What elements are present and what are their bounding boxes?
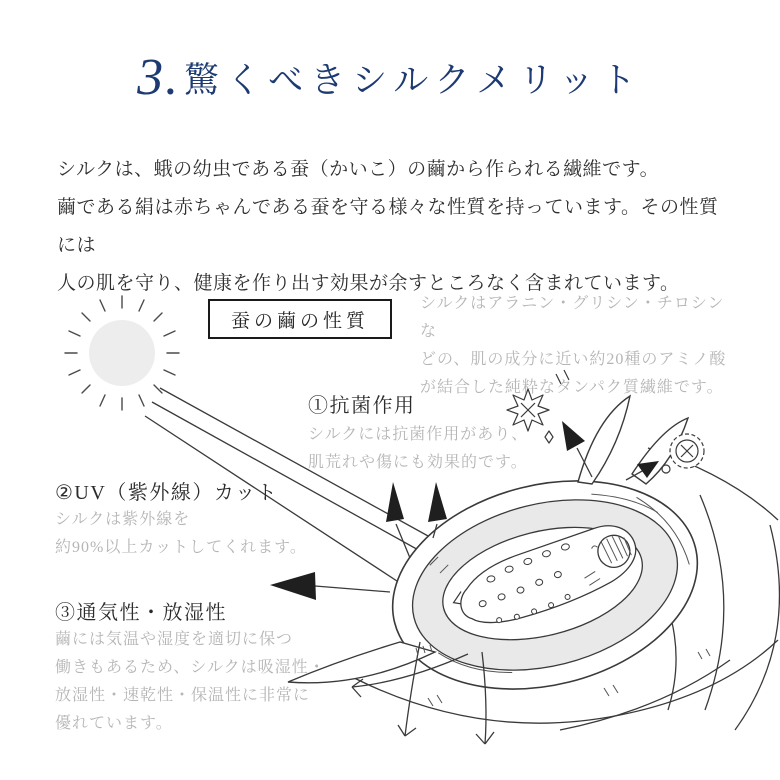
page-title-text: 驚くべきシルクメリット [184,61,643,100]
cocoon-property-label-box [208,299,392,339]
intro-line: シルクは、蛾の幼虫である蚕（かいこ）の繭から作られる繊維です。 [57,159,660,180]
merit-1-line: 肌荒れや傷にも効果的です。 [308,454,528,471]
merit-3-line: 優れています。 [55,715,173,732]
merit-3-line: 繭には気温や湿度を適切に保つ [55,631,294,648]
cocoon-note-line: どの、肌の成分に近い約20種のアミノ酸 [420,351,727,368]
merit-3-line: 働きもあるため、シルクは吸湿性・ [55,659,326,676]
merit-2-body [55,506,307,562]
page-title-number: 3. [137,49,181,106]
merit-3-heading: ③通気性・放湿性 [55,602,227,624]
page-title [0,48,780,107]
merit-3-body [55,626,326,738]
cocoon-note-line: が結合した純粋なタンパク質繊維です。 [420,379,724,396]
merit-1-line: シルクには抗菌作用があり、 [308,426,529,443]
cocoon-note [420,290,740,402]
merit-1-body [308,421,528,477]
intro-paragraph [57,151,737,303]
cocoon-property-label: 蚕の繭の性質 [230,310,369,332]
intro-line: 人の肌を守り、健康を作り出す効果が余すところなく含まれています。 [57,273,680,294]
cocoon-note-line: シルクはアラニン・グリシン・チロシンな [420,295,725,340]
cocoon [370,450,719,719]
intro-line: 繭である絹は赤ちゃんである蚕を守る様々な性質を持っています。その性質には [57,197,719,256]
merit-3-line: 放湿性・速乾性・保温性に非常に [55,687,311,704]
merit-2-line: 約90%以上カットしてくれます。 [55,539,307,556]
sun-icon [65,296,179,410]
merit-2-line: シルクは紫外線を [55,511,191,528]
merit-1-heading: ①抗菌作用 [308,395,416,417]
merit-2-heading: ②UV（紫外線）カット [55,482,279,504]
